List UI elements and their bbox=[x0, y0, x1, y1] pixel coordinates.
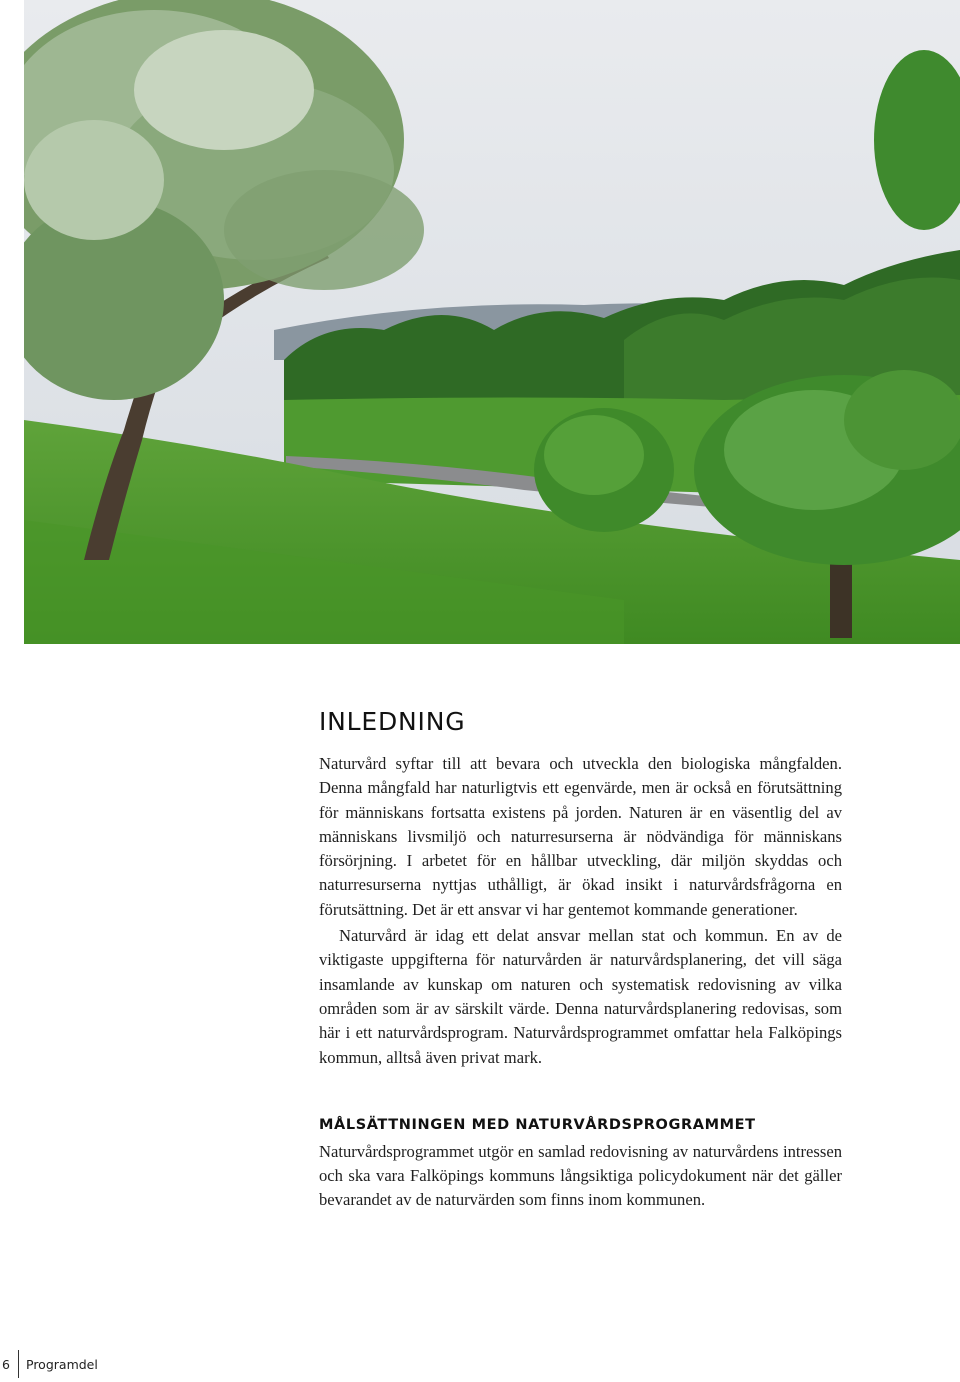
landscape-photo bbox=[24, 0, 960, 644]
footer-section-label: Programdel bbox=[26, 1356, 98, 1372]
page-footer bbox=[0, 1350, 98, 1378]
intro-paragraph-1: Naturvård syftar till att bevara och utveckla den biologiska mångfalden. Denna mångfald har naturligtvis ett egenvärde, men är också en förutsättning för människans fortsatta existens på jorden. Naturen är en väsentlig del av människans livsmiljö och naturresurserna är nödvändiga för människans försörjning. I arbetet för en hållbar utveckling, där miljön skyddas och naturresurserna nyttjas uthålligt, är ökad insikt i naturvårdsfrågorna en förutsättning. Det är ett ansvar vi har gentemot kommande generationer. bbox=[319, 754, 842, 919]
goal-paragraph: Naturvårdsprogrammet utgör en samlad redovisning av naturvårdens intressen och ska vara Falköpings kommuns långsiktiga policydokument när det gäller bevarandet av de naturvärden som finns inom kommunen. bbox=[319, 1141, 842, 1210]
intro-paragraph-2: Naturvård är idag ett delat ansvar mellan stat och kommun. En av de viktigaste uppgifterna för naturvården är naturvårdsplanering, det vill säga insamlande av kunskap om naturen och systematisk redovisning av vilka områden som är av särskilt värde. Denna naturvårdsplanering redovisas, som här i ett naturvårdsprogram. Naturvårdsprogrammet omfattar hela Falköpings kommun, alltså även privat mark. bbox=[319, 926, 842, 1067]
section-subheading: MÅLSÄTTNINGEN MED NATURVÅRDSPROGRAMMET bbox=[319, 1116, 756, 1133]
footer-divider bbox=[18, 1350, 19, 1378]
page-title: INLEDNING bbox=[319, 707, 466, 736]
page-number: 6 bbox=[2, 1356, 10, 1372]
main-content bbox=[319, 700, 842, 1213]
